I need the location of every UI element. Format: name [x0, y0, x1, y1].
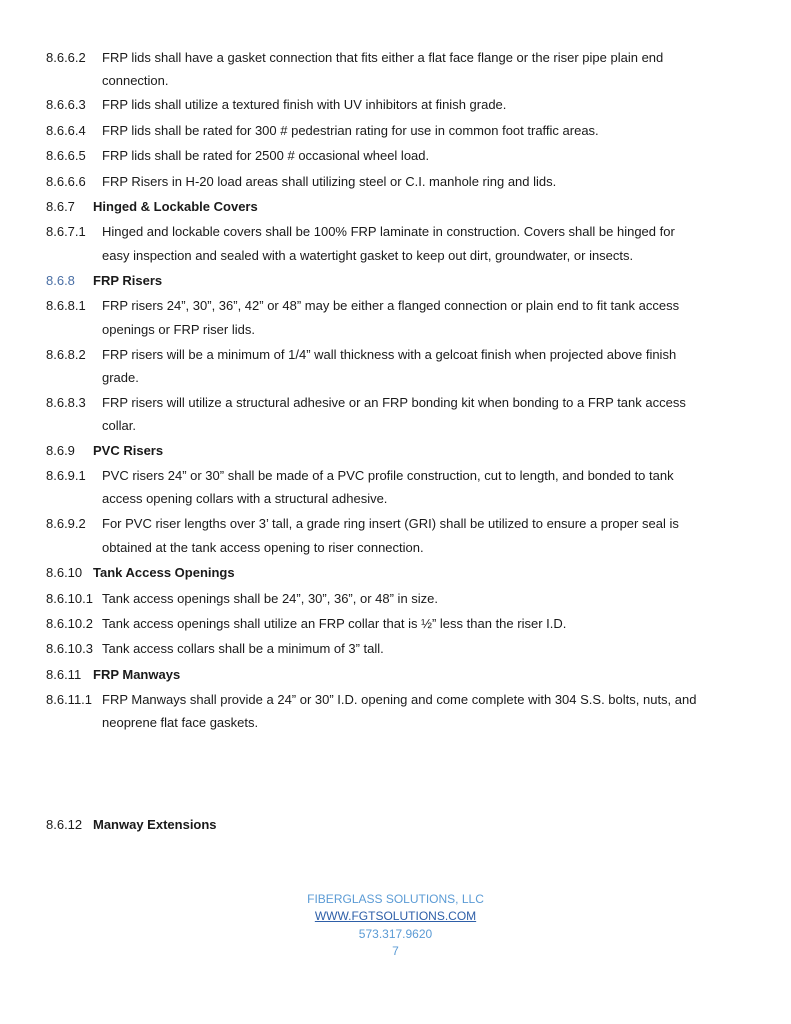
item-number: 8.6.9.1 — [46, 468, 86, 483]
item-text: FRP lids shall be rated for 2500 # occasional wheel load. — [102, 148, 430, 163]
item-number: 8.6.6.6 — [46, 174, 86, 189]
list-item — [46, 174, 556, 190]
item-number: 8.6.10.3 — [46, 641, 93, 656]
item-number: 8.6.7.1 — [46, 224, 86, 239]
heading-title: PVC Risers — [93, 443, 164, 458]
item-text: FRP lids shall have a gasket connection that fits either a flat face flange or the riser pipe plain end — [102, 50, 664, 65]
list-item — [46, 97, 506, 113]
item-number: 8.6.10.1 — [46, 591, 93, 606]
item-text: For PVC riser lengths over 3’ tall, a grade ring insert (GRI) shall be utilized to ensure a proper seal is — [102, 516, 679, 531]
item-text: Tank access openings shall be 24”, 30”, 36”, or 48” in size. — [102, 591, 439, 606]
heading-title: FRP Risers — [93, 273, 163, 288]
footer-company: FIBERGLASS SOLUTIONS, LLC — [307, 892, 484, 906]
heading-title: Hinged & Lockable Covers — [93, 199, 258, 214]
list-item — [46, 516, 679, 532]
item-continuation: access opening collars with a structural adhesive. — [102, 491, 388, 506]
item-continuation: openings or FRP riser lids. — [102, 322, 255, 337]
item-text: FRP lids shall utilize a textured finish with UV inhibitors at finish grade. — [102, 97, 507, 112]
heading-number: 8.6.9 — [46, 443, 75, 458]
item-continuation: grade. — [102, 370, 139, 385]
item-number: 8.6.8.3 — [46, 395, 86, 410]
item-text: FRP Manways shall provide a 24” or 30” I.D. opening and come complete with 304 S.S. bolts, nuts, and — [102, 692, 697, 707]
item-number: 8.6.11.1 — [46, 692, 93, 707]
heading-title: Tank Access Openings — [93, 565, 235, 580]
item-text: Hinged and lockable covers shall be 100% FRP laminate in construction. Covers shall be hinged for — [102, 224, 675, 239]
item-number: 8.6.9.2 — [46, 516, 86, 531]
item-text: FRP risers will utilize a structural adhesive or an FRP bonding kit when bonding to a FRP tank access — [102, 395, 686, 410]
page-number: 7 — [392, 944, 399, 958]
footer-website-link[interactable]: WWW.FGTSOLUTIONS.COM — [314, 909, 477, 923]
item-number: 8.6.6.2 — [46, 50, 86, 65]
list-item — [46, 347, 676, 363]
heading-number: 8.6.7 — [46, 199, 75, 214]
item-number: 8.6.10.2 — [46, 616, 93, 631]
item-number: 8.6.8.1 — [46, 298, 86, 313]
item-text: PVC risers 24” or 30” shall be made of a PVC profile construction, cut to length, and bonded to tank — [102, 468, 674, 483]
item-text: Tank access openings shall utilize an FRP collar that is ½” less than the riser I.D. — [102, 616, 567, 631]
list-item — [46, 148, 429, 164]
item-text: FRP lids shall be rated for 300 # pedestrian rating for use in common foot traffic areas. — [102, 123, 599, 138]
section-heading — [46, 817, 217, 833]
section-heading — [46, 273, 162, 289]
item-continuation: collar. — [102, 418, 136, 433]
list-item — [46, 123, 599, 139]
list-item — [46, 50, 663, 66]
list-item — [46, 692, 696, 708]
item-continuation: connection. — [102, 73, 169, 88]
section-heading — [46, 667, 180, 683]
section-heading — [46, 565, 235, 581]
section-heading — [46, 443, 163, 459]
list-item — [46, 591, 438, 607]
heading-number: 8.6.12 — [46, 817, 83, 832]
heading-title: Manway Extensions — [93, 817, 217, 832]
footer-phone: 573.317.9620 — [358, 927, 433, 941]
item-continuation: neoprene flat face gaskets. — [102, 715, 259, 730]
heading-number: 8.6.10 — [46, 565, 83, 580]
list-item — [46, 298, 679, 314]
list-item — [46, 468, 674, 484]
item-number: 8.6.8.2 — [46, 347, 86, 362]
footer-website-wrap — [0, 908, 791, 924]
item-text: FRP risers 24”, 30”, 36”, 42” or 48” may be either a flanged connection or plain end to fit tank access — [102, 298, 680, 313]
item-text: Tank access collars shall be a minimum of 3” tall. — [102, 641, 384, 656]
item-text: FRP Risers in H-20 load areas shall utilizing steel or C.I. manhole ring and lids. — [102, 174, 557, 189]
list-item — [46, 616, 566, 632]
item-number: 8.6.6.4 — [46, 123, 86, 138]
list-item — [46, 395, 686, 411]
heading-number: 8.6.8 — [46, 273, 75, 288]
item-number: 8.6.6.5 — [46, 148, 86, 163]
item-number: 8.6.6.3 — [46, 97, 86, 112]
heading-title: FRP Manways — [93, 667, 181, 682]
item-text: FRP risers will be a minimum of 1/4” wall thickness with a gelcoat finish when projected above finish — [102, 347, 677, 362]
item-continuation: obtained at the tank access opening to riser connection. — [102, 540, 424, 555]
list-item — [46, 641, 384, 657]
item-continuation: easy inspection and sealed with a watertight gasket to keep out dirt, groundwater, or insects. — [102, 248, 634, 263]
heading-number: 8.6.11 — [46, 667, 82, 682]
list-item — [46, 224, 675, 240]
section-heading — [46, 199, 258, 215]
